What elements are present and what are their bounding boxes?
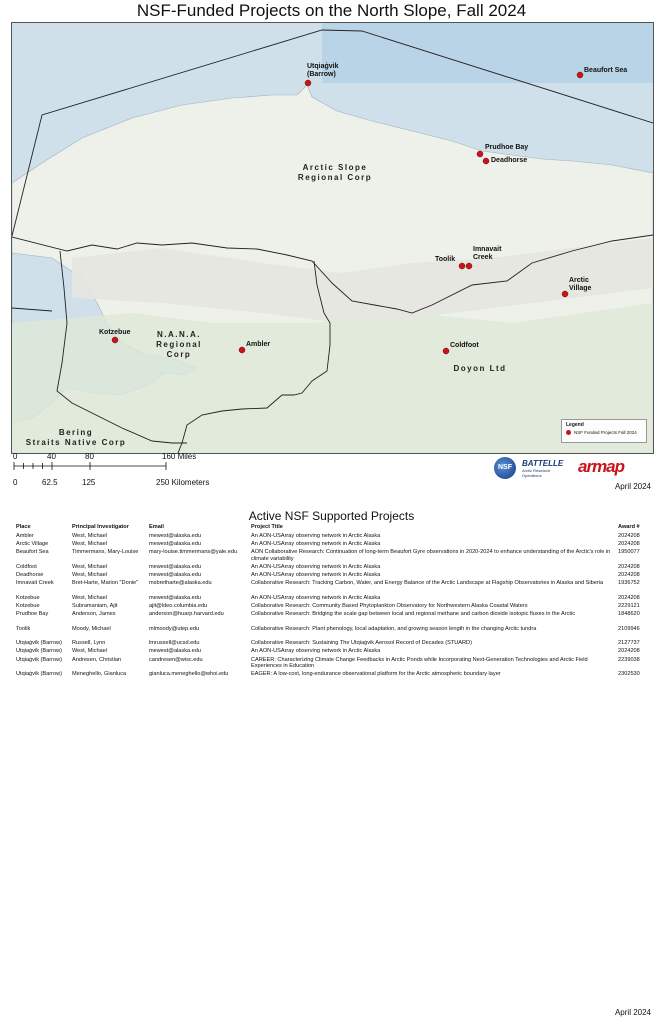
project-marker-dot[interactable] — [562, 291, 568, 297]
table-row — [16, 595, 648, 603]
scale-km-0: 0 — [13, 478, 18, 487]
header-title: Project Title — [251, 524, 283, 530]
place-label — [99, 329, 131, 337]
place-label-line: (Barrow) — [307, 71, 336, 78]
place-label — [450, 342, 479, 350]
header-place: Place — [16, 524, 31, 530]
header-email: Email — [149, 524, 164, 530]
cell-title: Collaborative Research: Sustaining The Utqiaġvik Aerosol Record of Decades (STUARD) — [251, 640, 472, 647]
cell-place: Beaufort Sea — [16, 549, 49, 556]
cell-email[interactable]: lmrussell@ucsd.edu — [149, 640, 200, 647]
table-row — [16, 580, 648, 595]
cell-email[interactable]: mewest@alaska.edu — [149, 648, 202, 655]
battelle-logo-subtitle: Arctic Research Operations — [522, 468, 551, 478]
cell-place: Utqiaġvik (Barrow) — [16, 640, 63, 647]
table-header-row — [16, 523, 648, 533]
place-label-line: Ambler — [246, 341, 271, 348]
cell-pi: West, Michael — [72, 563, 108, 570]
cell-pi: Subramaniam, Ajit — [72, 602, 118, 609]
cell-title: An AON-USArray observing network in Arctic Alaska — [251, 563, 381, 570]
cell-pi: Anderson, James — [72, 611, 116, 618]
cell-email[interactable]: candresen@wisc.edu — [149, 656, 203, 663]
place-label-line: Kotzebue — [99, 329, 131, 336]
project-marker-dot[interactable] — [112, 337, 118, 343]
cell-award: 2229121 — [618, 602, 640, 609]
place-label-line: Coldfoot — [450, 342, 479, 349]
map-base — [12, 23, 653, 453]
cell-title: An AON-USArray observing network in Arctic Alaska — [251, 541, 381, 548]
place-label — [473, 246, 501, 262]
project-marker-dot[interactable] — [466, 263, 472, 269]
table-row — [16, 603, 648, 611]
sponsor-logos — [494, 456, 646, 482]
place-label-line: Village — [569, 285, 592, 292]
cell-pi: West, Michael — [72, 541, 108, 548]
table-row — [16, 657, 648, 672]
table-row — [16, 648, 648, 656]
cell-award: 2024208 — [618, 533, 640, 539]
cell-pi: Timmermans, Mary-Louise — [72, 549, 139, 556]
cell-pi: West, Michael — [72, 594, 108, 601]
scale-miles-80: 80 — [85, 452, 94, 461]
cell-award: 1950077 — [618, 549, 640, 556]
cell-award: 2109946 — [618, 625, 640, 632]
scale-miles-160: 160 Miles — [162, 452, 197, 461]
cell-title: Collaborative Research: Tracking Carbon, Water, and Energy Balance of the Arctic Landscape at Flagship Observatories in Alaska and Siberia — [251, 580, 604, 587]
project-marker-dot[interactable] — [459, 263, 465, 269]
project-marker-dot[interactable] — [483, 158, 489, 164]
cell-title: An AON-USArray observing network in Arctic Alaska — [251, 572, 381, 579]
table-row — [16, 671, 648, 679]
table-row — [16, 611, 648, 626]
legend-item — [566, 429, 642, 436]
table-row — [16, 533, 648, 541]
date-top: April 2024 — [614, 482, 651, 491]
cell-place: Imnavait Creek — [16, 580, 54, 587]
cell-email[interactable]: mlmoody@utep.edu — [149, 625, 200, 632]
cell-email[interactable]: mary-louise.timmermans@yale.edu — [149, 549, 238, 556]
region-label — [453, 364, 506, 374]
table-row — [16, 626, 648, 641]
place-label — [584, 67, 627, 75]
legend-dot-icon — [566, 430, 571, 435]
cell-email[interactable]: gianluca.meneghello@whoi.edu — [149, 671, 229, 677]
nsf-logo: NSF — [494, 457, 516, 479]
place-label-line: Creek — [473, 254, 493, 261]
cell-place: Toolik — [16, 625, 31, 632]
map-legend — [561, 419, 647, 443]
scale-bar — [13, 452, 210, 490]
scale-miles-40: 40 — [47, 452, 56, 461]
region-label-line: Arctic Slope — [302, 163, 368, 172]
cell-place: Kotzebue — [16, 602, 40, 609]
project-marker-dot[interactable] — [305, 80, 311, 86]
place-label — [491, 157, 527, 165]
cell-title: EAGER: A low-cost, long-endurance observational platform for the Arctic atmospheric boundary layer — [251, 671, 501, 677]
place-label-line: Prudhoe Bay — [485, 144, 529, 151]
cell-award: 2127737 — [618, 640, 640, 647]
cell-pi: Bret-Harte, Marion "Donie" — [72, 580, 139, 587]
place-label-line: Imnavait — [473, 246, 502, 253]
cell-place: Deadhorse — [16, 572, 44, 579]
cell-email[interactable]: mewest@alaska.edu — [149, 572, 202, 579]
table-row — [16, 640, 648, 648]
region-label-line: Bering — [58, 428, 94, 437]
place-label-line: Arctic — [569, 277, 589, 284]
table-row — [16, 541, 648, 549]
scale-miles-0: 0 — [13, 452, 18, 461]
battelle-logo — [522, 459, 566, 478]
cell-place: Utqiaġvik (Barrow) — [16, 671, 63, 677]
region-label-line: Corp — [166, 350, 192, 359]
cell-title: An AON-USArray observing network in Arctic Alaska — [251, 648, 381, 655]
page-title: NSF-Funded Projects on the North Slope, Fall 2024 — [136, 1, 527, 20]
region-label-line: Regional — [156, 340, 202, 349]
header-award: Award # — [618, 524, 640, 530]
cell-place: Kotzebue — [16, 594, 40, 601]
place-label — [246, 341, 270, 349]
date-bottom: April 2024 — [614, 1008, 651, 1017]
table-row — [16, 549, 648, 564]
cell-award: 2024208 — [618, 541, 640, 548]
legend-title: Legend — [566, 422, 584, 428]
region-label-line: Regional Corp — [297, 173, 373, 182]
place-label-line: Deadhorse — [491, 157, 528, 164]
cell-place: Utqiaġvik (Barrow) — [16, 648, 63, 655]
cell-title: An AON-USArray observing network in Arctic Alaska — [251, 594, 381, 601]
cell-award: 2024208 — [618, 572, 640, 579]
cell-award: 2024208 — [618, 594, 640, 601]
cell-award: 2302530 — [618, 671, 640, 677]
legend-item-label: NSF Funded Projects Fall 2024 — [574, 430, 637, 435]
place-label-line: Beaufort Sea — [584, 67, 628, 74]
project-marker-dot[interactable] — [477, 151, 483, 157]
cell-pi: Moody, Michael — [72, 625, 111, 632]
battelle-logo-name: BATTELLE — [522, 459, 564, 468]
cell-place: Arctic Village — [16, 541, 49, 548]
project-marker-dot[interactable] — [239, 347, 245, 353]
cell-pi: Russell, Lynn — [72, 640, 106, 647]
cell-award: 2239038 — [618, 656, 640, 663]
cell-pi: Meneghello, Gianluca — [72, 671, 127, 677]
place-label — [485, 144, 528, 152]
map[interactable] — [11, 22, 654, 454]
cell-title: Collaborative Research: Bridging the scale gap between local and regional methane and carbon dioxide isotopic fluxes in the Arctic — [251, 611, 576, 618]
region-label — [156, 330, 202, 360]
cell-place: Coldfoot — [16, 563, 37, 570]
cell-email[interactable]: mewest@alaska.edu — [149, 563, 202, 570]
cell-email[interactable]: msbretharte@alaska.edu — [149, 580, 212, 587]
cell-email[interactable]: mewest@alaska.edu — [149, 594, 202, 601]
cell-email[interactable]: mewest@alaska.edu — [149, 533, 202, 539]
region-label-line: N.A.N.A. — [157, 330, 201, 339]
cell-place: Ambler — [16, 533, 34, 539]
region-label — [298, 163, 372, 183]
cell-title: CAREER: Characterizing Climate Change Feedbacks in Arctic Ponds while Incorporating Next-Generation Technologies and Arctic Field Experiences in Education — [251, 656, 588, 669]
projects-table — [16, 523, 648, 679]
cell-email[interactable]: mewest@alaska.edu — [149, 541, 202, 548]
region-label-line: Straits Native Corp — [25, 438, 127, 447]
place-label-line: Utqiaġvik — [307, 63, 339, 70]
cell-pi: West, Michael — [72, 648, 108, 655]
place-label-line: Toolik — [435, 256, 456, 263]
place-label — [307, 63, 339, 79]
region-label-line: Doyon Ltd — [453, 364, 507, 373]
armap-logo: armap — [578, 457, 625, 476]
header-pi: Principal Investigator — [72, 524, 129, 530]
cell-place: Utqiaġvik (Barrow) — [16, 656, 63, 663]
cell-pi: West, Michael — [72, 572, 108, 579]
table-title: Active NSF Supported Projects — [248, 509, 415, 523]
table-row — [16, 572, 648, 580]
place-label — [569, 277, 591, 293]
project-marker-dot[interactable] — [443, 348, 449, 354]
cell-email[interactable]: anderson@huarp.harvard.edu — [149, 611, 224, 618]
cell-award: 2024208 — [618, 648, 640, 655]
table-row — [16, 564, 648, 572]
scale-km-62: 62.5 — [42, 478, 58, 487]
cell-award: 2024208 — [618, 563, 640, 570]
place-label — [435, 256, 455, 264]
scale-km-125: 125 — [82, 478, 96, 487]
cell-pi: Andresen, Christian — [72, 656, 122, 663]
cell-award: 1936752 — [618, 580, 640, 587]
cell-title: Collaborative Research: Plant phenology, local adaptation, and growing season length in the changing Arctic tundra — [251, 625, 537, 632]
cell-title: Collaborative Research: Community Based Phytoplankton Observatory for Northwestern Alaska Coastal Waters — [251, 602, 528, 609]
scale-km-250: 250 Kilometers — [156, 478, 210, 487]
cell-title: An AON-USArray observing network in Arctic Alaska — [251, 533, 381, 539]
region-label — [26, 428, 127, 448]
cell-award: 1848620 — [618, 611, 640, 618]
cell-place: Prudhoe Bay — [16, 611, 49, 618]
project-marker-dot[interactable] — [577, 72, 583, 78]
cell-email[interactable]: ajit@ldeo.columbia.edu — [149, 602, 208, 609]
cell-pi: West, Michael — [72, 533, 108, 539]
cell-title: AON Collaborative Research: Continuation of long-term Beaufort Gyre observations in 2020-2024 to enhance understanding of the Arctic's role in climate variability — [251, 549, 611, 562]
